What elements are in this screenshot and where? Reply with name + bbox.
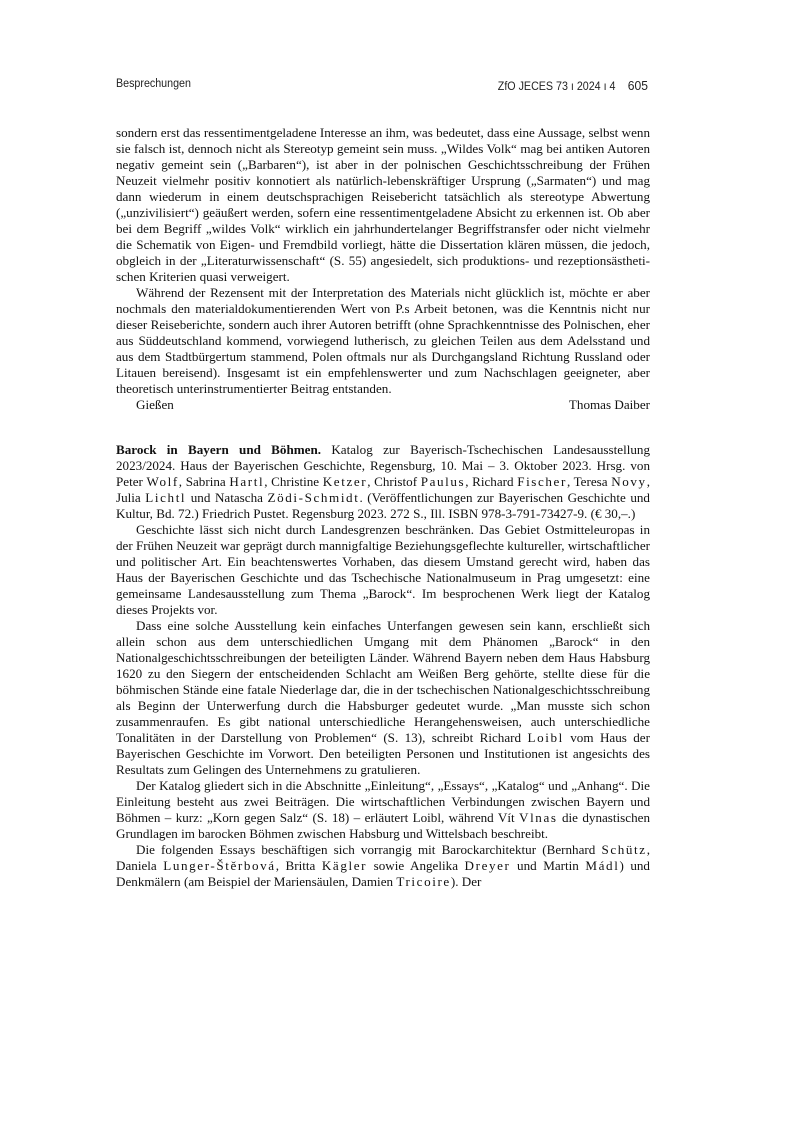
author-name: Mádl	[585, 858, 620, 873]
editor-name: Paulus	[420, 474, 466, 489]
author-name: Loibl	[527, 730, 564, 745]
author-name: Kägler	[321, 858, 368, 873]
editor-name: Wolf	[146, 474, 179, 489]
reviewer-name: Thomas Daiber	[568, 397, 650, 412]
editor-name: Ketzer	[322, 474, 368, 489]
review-separator	[116, 413, 650, 442]
author-name: Schütz	[601, 842, 647, 857]
review2-paragraph-2: Dass eine solche Ausstellung kein einfaches Unterfangen gewesen sein kann, erschließt sich allein schon aus dem unterschiedlichen Umgang mit dem Phänomen „Barock“ in den Nationalgeschichtsschreibungen der beteiligten Länder. Während Bayern neben dem Haus Habsburg 1620 zu den Siegern der entscheidenden Schlacht am Weißen Berg gehörte, stellte diese für die böhmischen Stände eine fatale Niederlage dar, die in der tschechischen Nationalgeschichtsschreibung als Beginn der Unterwerfung durch die Habsburger gedeutet wurde. „Man musste sich schon zusammenraufen. Es gibt national unterschiedliche Herangehensweisen, auch unterschiedliche Tonalitäten in der Darstellung von Problemen“ (S. 13), schreibt Richard Loibl vom Haus der Bayerischen Geschichte im Vorwort. Den beteiligten Personen und Institutionen ist angesichts des Resultats zum Gelingen des Unternehmens zu gratulieren.	[116, 618, 650, 777]
section-title: Besprechungen	[116, 78, 191, 90]
author-name: Dreyer	[464, 858, 511, 873]
review2-paragraph-1: Geschichte lässt sich nicht durch Landesgrenzen beschränken. Das Gebiet Ostmitteleuropas in der Frühen Neuzeit war geprägt durch mannigfaltige Beziehungsgeflechte kultureller, wirtschaftlicher und politischer Art. Ein beachtenswertes Vorhaben, das diesem Umstand gerecht wird, haben das Haus der Bayerischen Geschichte und das Tschechische Nationalmuseum in Prag umgesetzt: eine gemeinsame Landesausstellung zum Thema „Barock“. Im besprochenen Werk liegt der Katalog dieses Projekts vor.	[116, 522, 650, 617]
author-name: Tricoire	[396, 874, 451, 889]
article-body	[116, 125, 650, 890]
reviewer-place: Gießen	[136, 397, 174, 412]
review2-paragraph-4: Die folgenden Essays beschäftigen sich vorrangig mit Barockarchitektur (Bernhard Schütz, Daniela Lunger-Štěrbová, Britta Kägler sowie Angelika Dreyer und Martin Mádl) und Denkmälern (am Beispiel der Mariensäulen, Damien Tricoire). Der	[116, 842, 650, 889]
page-number: 605	[627, 78, 648, 93]
review2-citation: Barock in Bayern und Böhmen. Katalog zur Bayerisch-Tschechischen Landesausstellung 2023/2024. Haus der Bayerischen Geschichte, Regensburg, 10. Mai – 3. Oktober 2023. Hrsg. von Peter Wolf, Sabrina Hartl, Christine Ketzer, Christof Paulus, Richard Fischer, Teresa Novy, Julia Lichtl und Natascha Zödi-Schmidt. (Veröffentlichungen zur Bayerischen Geschichte und Kultur, Bd. 72.) Friedrich Pustet. Regensburg 2023. 272 S., Ill. ISBN 978-3-791-73427-9. (€ 30,–.)	[116, 442, 650, 521]
review1-signature	[136, 397, 650, 413]
author-name: Lunger-Štěrbová	[163, 858, 276, 873]
editor-name: Lichtl	[145, 490, 187, 505]
book-title: Barock in Bayern und Böhmen.	[116, 442, 322, 457]
journal-issue: ZfO JECES 73 ı 2024 ı 4	[497, 81, 616, 93]
editor-name: Zödi-Schmidt	[267, 490, 360, 505]
running-header	[116, 78, 648, 96]
editor-name: Fischer	[517, 474, 567, 489]
editor-name: Hartl	[229, 474, 265, 489]
author-name: Vlnas	[519, 810, 558, 825]
review1-paragraph-2: Während der Rezensent mit der Interpretation des Materials nicht glücklich ist, möchte er aber nochmals den materialdokumentierenden Wert von P.s Arbeit betonen, was die Kenntnis nicht nur dieser Reiseberichte, sondern auch ihrer Autoren betrifft (ohne Sprachkenntnisse des Polnischen, eher aus Süddeutschland kommend, vorwiegend lutherisch, zu gleichen Teilen aus dem Adelsstand und aus dem Stadtbürgertum stammend, Polen oftmals nur als Durchgangsland Richtung Russland oder Litauen bereisend). Insgesamt ist ein empfehlenswerter und zum Nachschlagen geeigneter, aber theoretisch unterinstrumentierter Beitrag entstanden.	[116, 285, 650, 396]
editor-name: Novy	[611, 474, 647, 489]
review2-paragraph-3: Der Katalog gliedert sich in die Abschnitte „Einleitung“, „Essays“, „Katalog“ und „Anhang“. Die Einleitung besteht aus zwei Beiträgen. Die wirtschaftlichen Verbindungen zwischen Bayern und Böhmen – kurz: „Korn gegen Salz“ (S. 18) – erläutert Loibl, während Vít Vlnas die dynastischen Grundlagen im barocken Böhmen zwischen Habsburg und Wittelsbach beschreibt.	[116, 778, 650, 841]
review1-paragraph-1: sondern erst das ressentimentgeladene Interesse an ihm, was bedeutet, dass eine Aussage, selbst wenn sie falsch ist, dennoch nicht als Stereotyp gemeint sein muss. „Wildes Volk“ mag bei antiken Autoren negativ gemeint sein („Barbaren“), ist aber in der polnischen Geschichtsschreibung der Frühen Neuzeit vielmehr positiv konnotiert als natürlich-lebenskräftiger Ursprung („Sarmaten“) und mag dann wiederum in einem deutschsprachigen Reisebericht tatsächlich als stereotype Abwertung („unzivilisiert“) geäußert werden, sofern eine ressentimentgeladene Absicht zu erkennen ist. Ob aber bei dem Begriff „wildes Volk“ wirklich ein jahrhundertelanger Begriffstransfer oder nicht vielmehr die Schematik von Eigen- und Fremdbild vorliegt, hätte die Dissertation klären müssen, die jedoch, obgleich in der „Literaturwissenschaft“ (S. 55) angesiedelt, sich produktions- und rezeptionsästhetischen Kriterien quasi verweigert.	[116, 125, 650, 284]
journal-info	[498, 78, 648, 93]
